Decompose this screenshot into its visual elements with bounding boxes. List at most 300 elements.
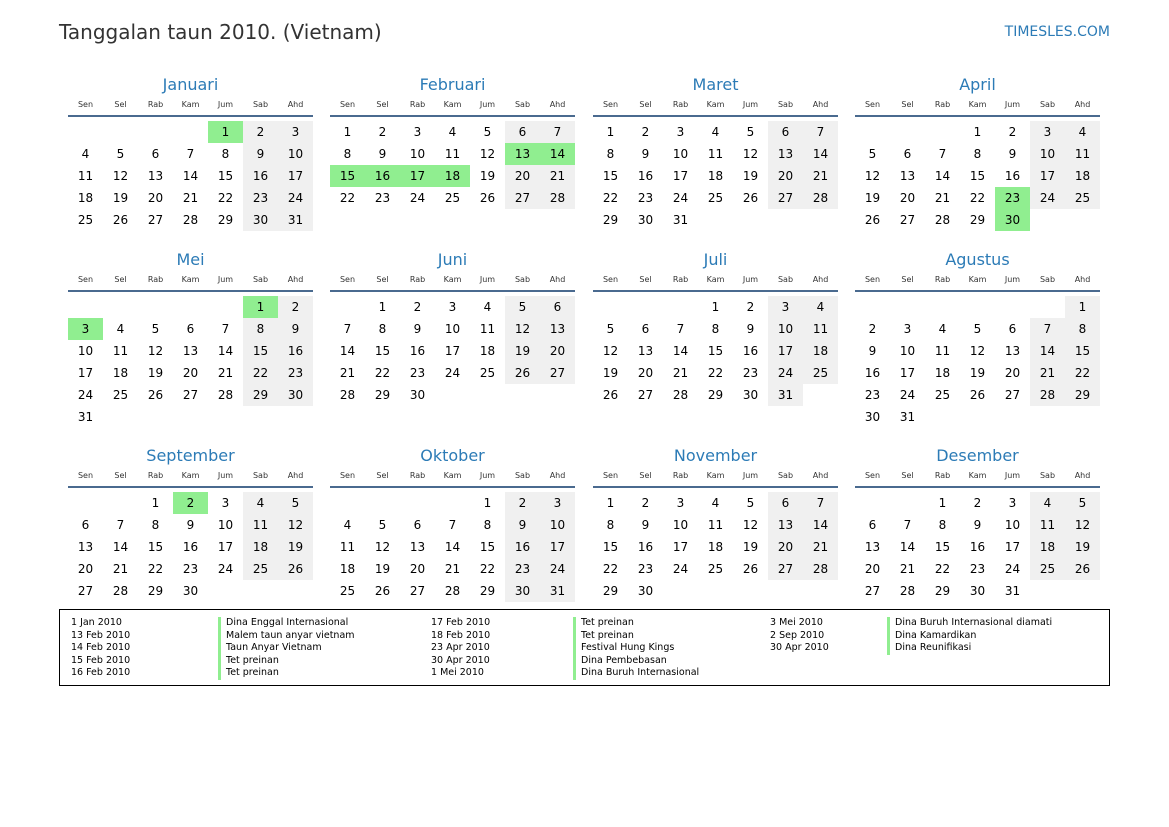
day: 13 [768, 514, 803, 536]
empty-day [138, 121, 173, 143]
day: 7 [540, 121, 575, 143]
day: 17 [444, 344, 461, 358]
day: 29 [479, 584, 496, 598]
day: 22 [1065, 362, 1100, 384]
weekday-header [593, 98, 838, 117]
day: 17 [1004, 540, 1021, 554]
weekday-name: Sab [514, 100, 531, 109]
day: 14 [934, 169, 951, 183]
day: 12 [969, 344, 986, 358]
day: 7 [676, 322, 685, 336]
weekday-name: Jum [479, 275, 496, 284]
day: 11 [707, 518, 724, 532]
day: 23 [278, 362, 313, 384]
holiday-day: 1 [208, 121, 243, 143]
weekday-name: Sel [901, 100, 914, 109]
day: 20 [1004, 366, 1021, 380]
site-link[interactable]: TIMESLES.COM [1004, 24, 1110, 40]
day: 2 [746, 300, 755, 314]
holiday-date: 1 Mei 2010 [431, 667, 484, 678]
day: 16 [182, 540, 199, 554]
weekday-name: Sab [252, 471, 269, 480]
day: 1 [606, 125, 615, 139]
day: 4 [803, 296, 838, 318]
holiday-date: 23 Apr 2010 [431, 642, 490, 653]
holiday-date: 14 Feb 2010 [71, 642, 131, 653]
day: 9 [505, 514, 540, 536]
day: 22 [217, 191, 234, 205]
day: 2 [973, 496, 982, 510]
day: 16 [969, 540, 986, 554]
day: 21 [217, 366, 234, 380]
day: 12 [374, 540, 391, 554]
day: 30 [637, 584, 654, 598]
holiday-day: 3 [68, 318, 103, 340]
weekday-name: Kam [968, 100, 987, 109]
day: 19 [112, 191, 129, 205]
empty-day [103, 492, 138, 514]
day: 25 [479, 366, 496, 380]
weekday-name: Sab [252, 100, 269, 109]
day: 25 [707, 191, 724, 205]
month-september [68, 443, 313, 602]
month-name: Januari [162, 75, 219, 94]
month-juni [330, 247, 575, 406]
weekday-name: Ahd [1074, 100, 1091, 109]
day: 26 [742, 562, 759, 576]
month-name: Juli [703, 250, 728, 269]
day: 14 [899, 540, 916, 554]
day: 24 [278, 187, 313, 209]
day: 14 [444, 540, 461, 554]
day: 27 [540, 362, 575, 384]
day: 15 [374, 344, 391, 358]
weekday-name: Ahd [287, 100, 304, 109]
holiday-day: 30 [995, 209, 1030, 231]
day: 20 [505, 165, 540, 187]
day: 1 [151, 496, 160, 510]
weekday-name: Rab [409, 275, 426, 284]
day: 9 [641, 147, 650, 161]
month-name: Maret [692, 75, 739, 94]
day: 14 [803, 514, 838, 536]
day: 28 [444, 584, 461, 598]
legend-names [573, 617, 699, 680]
month-agustus [855, 247, 1100, 428]
month-name: Agustus [945, 250, 1010, 269]
day: 20 [637, 366, 654, 380]
holiday-day: 18 [435, 165, 470, 187]
holiday-date: 2 Sep 2010 [770, 629, 825, 641]
day: 18 [1065, 165, 1100, 187]
day: 1 [938, 496, 947, 510]
holiday-name: Malem taun anyar vietnam [218, 630, 355, 643]
day: 22 [374, 366, 391, 380]
weekday-name: Rab [147, 100, 164, 109]
day: 28 [112, 584, 129, 598]
day: 22 [243, 362, 278, 384]
day: 21 [803, 536, 838, 558]
weekday-header [68, 273, 313, 292]
holiday-name: Tet preinan [573, 630, 699, 643]
weekday-name: Jum [479, 471, 496, 480]
day: 9 [378, 147, 387, 161]
day: 20 [899, 191, 916, 205]
day: 6 [903, 147, 912, 161]
day: 8 [606, 518, 615, 532]
day: 21 [1030, 362, 1065, 384]
day: 8 [1065, 318, 1100, 340]
month-november [593, 443, 838, 602]
day: 7 [803, 121, 838, 143]
day: 11 [1065, 143, 1100, 165]
day: 19 [1065, 536, 1100, 558]
month-name: Juni [437, 250, 468, 269]
day: 9 [413, 322, 422, 336]
day: 1 [1065, 296, 1100, 318]
day: 15 [969, 169, 986, 183]
empty-day [925, 296, 960, 318]
month-name: September [146, 446, 235, 465]
empty-day [925, 121, 960, 143]
day: 3 [676, 125, 685, 139]
day: 27 [637, 388, 654, 402]
day: 10 [217, 518, 234, 532]
empty-day [890, 492, 925, 514]
weekday-name: Sel [639, 471, 652, 480]
day: 15 [934, 540, 951, 554]
day: 11 [803, 318, 838, 340]
weekday-header [855, 98, 1100, 117]
legend-names [218, 617, 355, 680]
weekday-header [330, 469, 575, 488]
day: 29 [602, 213, 619, 227]
day: 1 [378, 300, 387, 314]
day: 24 [77, 388, 94, 402]
day: 5 [116, 147, 125, 161]
empty-day [855, 121, 890, 143]
weekday-header [855, 469, 1100, 488]
day: 14 [803, 143, 838, 165]
month-name: Februari [419, 75, 486, 94]
day: 4 [448, 125, 457, 139]
month-name: April [959, 75, 996, 94]
day: 11 [479, 322, 496, 336]
day: 24 [444, 366, 461, 380]
weekday-name: Kam [706, 471, 725, 480]
month-juli [593, 247, 838, 406]
day: 7 [448, 518, 457, 532]
holiday-day: 14 [540, 143, 575, 165]
day: 6 [413, 518, 422, 532]
day: 12 [864, 169, 881, 183]
weekday-name: Rab [672, 471, 689, 480]
day: 5 [746, 125, 755, 139]
weekday-name: Rab [672, 275, 689, 284]
day: 18 [479, 344, 496, 358]
holiday-date: 16 Feb 2010 [71, 667, 131, 678]
empty-day [960, 296, 995, 318]
weekday-name: Jum [1004, 100, 1021, 109]
day: 14 [672, 344, 689, 358]
day: 17 [672, 540, 689, 554]
holiday-date: 15 Feb 2010 [71, 654, 131, 666]
day: 8 [483, 518, 492, 532]
weekday-name: Jum [742, 275, 759, 284]
day: 30 [969, 584, 986, 598]
day: 19 [479, 169, 496, 183]
holiday-date: 17 Feb 2010 [431, 617, 491, 628]
weekday-name: Jum [217, 100, 234, 109]
day: 18 [77, 191, 94, 205]
day: 5 [746, 496, 755, 510]
day: 7 [1030, 318, 1065, 340]
day: 21 [540, 165, 575, 187]
day: 16 [864, 366, 881, 380]
day: 29 [243, 384, 278, 406]
day: 18 [243, 536, 278, 558]
day: 24 [217, 562, 234, 576]
day: 20 [182, 366, 199, 380]
day: 20 [540, 340, 575, 362]
empty-day [663, 296, 698, 318]
day: 21 [672, 366, 689, 380]
day-grid [68, 296, 313, 428]
day: 19 [602, 366, 619, 380]
legend-names [887, 617, 1052, 655]
empty-day [365, 492, 400, 514]
weekday-header [330, 98, 575, 117]
empty-day [1030, 296, 1065, 318]
page-title: Tanggalan taun 2010. (Vietnam) [59, 20, 382, 44]
day: 6 [186, 322, 195, 336]
day: 5 [505, 296, 540, 318]
empty-day [593, 296, 628, 318]
day: 3 [903, 322, 912, 336]
weekday-header [855, 273, 1100, 292]
day: 11 [1030, 514, 1065, 536]
weekday-name: Sab [777, 275, 794, 284]
day: 17 [1030, 165, 1065, 187]
month-april [855, 72, 1100, 231]
empty-day [138, 296, 173, 318]
day: 20 [409, 562, 426, 576]
day: 15 [479, 540, 496, 554]
weekday-name: Sel [639, 275, 652, 284]
day: 23 [969, 562, 986, 576]
empty-day [173, 296, 208, 318]
weekday-name: Sel [901, 275, 914, 284]
day: 31 [540, 580, 575, 602]
weekday-name: Sel [639, 100, 652, 109]
day: 7 [221, 322, 230, 336]
empty-day [330, 492, 365, 514]
empty-day [435, 492, 470, 514]
day: 21 [803, 165, 838, 187]
day: 27 [182, 388, 199, 402]
day: 21 [182, 191, 199, 205]
day: 26 [479, 191, 496, 205]
day: 22 [934, 562, 951, 576]
day: 2 [278, 296, 313, 318]
weekday-name: Rab [672, 100, 689, 109]
day: 18 [707, 540, 724, 554]
day: 25 [803, 362, 838, 384]
day: 12 [278, 514, 313, 536]
weekday-name: Jum [1004, 471, 1021, 480]
day: 26 [374, 584, 391, 598]
day: 25 [1065, 187, 1100, 209]
day: 13 [864, 540, 881, 554]
day: 27 [864, 584, 881, 598]
weekday-name: Ahd [812, 100, 829, 109]
day: 22 [147, 562, 164, 576]
day: 19 [864, 191, 881, 205]
holiday-day: 17 [400, 165, 435, 187]
day: 29 [374, 388, 391, 402]
day-grid [330, 296, 575, 406]
day: 3 [448, 300, 457, 314]
holiday-day: 13 [505, 143, 540, 165]
day: 12 [742, 147, 759, 161]
empty-day [68, 492, 103, 514]
day: 4 [81, 147, 90, 161]
day-grid [593, 492, 838, 602]
day: 9 [243, 143, 278, 165]
weekday-name: Sab [1039, 100, 1056, 109]
day: 24 [540, 558, 575, 580]
day: 5 [1065, 492, 1100, 514]
weekday-name: Rab [934, 100, 951, 109]
day: 24 [1004, 562, 1021, 576]
day: 8 [343, 147, 352, 161]
day: 29 [707, 388, 724, 402]
day: 24 [1030, 187, 1065, 209]
day: 24 [409, 191, 426, 205]
day: 27 [768, 558, 803, 580]
weekday-name: Sel [376, 100, 389, 109]
day: 13 [540, 318, 575, 340]
weekday-name: Kam [968, 275, 987, 284]
weekday-name: Sen [864, 275, 881, 284]
weekday-name: Sen [339, 100, 356, 109]
weekday-name: Kam [443, 471, 462, 480]
holiday-name: Dina Pembebasan [573, 655, 699, 668]
weekday-name: Jum [1004, 275, 1021, 284]
day: 25 [1030, 558, 1065, 580]
day-grid [68, 492, 313, 602]
holiday-date: 1 Jan 2010 [71, 617, 122, 628]
day: 30 [243, 209, 278, 231]
day: 24 [672, 562, 689, 576]
day: 22 [602, 562, 619, 576]
weekday-name: Sab [514, 471, 531, 480]
day: 8 [151, 518, 160, 532]
day: 30 [637, 213, 654, 227]
day: 14 [339, 344, 356, 358]
day: 27 [768, 187, 803, 209]
day: 30 [505, 580, 540, 602]
empty-day [330, 296, 365, 318]
day: 3 [278, 121, 313, 143]
day: 24 [899, 388, 916, 402]
empty-day [995, 296, 1030, 318]
day: 23 [637, 562, 654, 576]
day: 12 [505, 318, 540, 340]
empty-day [400, 492, 435, 514]
day: 5 [606, 322, 615, 336]
day: 20 [147, 191, 164, 205]
weekday-header [68, 98, 313, 117]
day: 28 [1030, 384, 1065, 406]
day: 26 [278, 558, 313, 580]
day: 29 [934, 584, 951, 598]
day-grid [593, 121, 838, 231]
day: 25 [77, 213, 94, 227]
day: 18 [934, 366, 951, 380]
day: 6 [768, 492, 803, 514]
weekday-name: Jum [742, 100, 759, 109]
day: 3 [413, 125, 422, 139]
day: 16 [1004, 169, 1021, 183]
weekday-name: Ahd [1074, 471, 1091, 480]
day: 9 [641, 518, 650, 532]
day: 5 [868, 147, 877, 161]
weekday-header [593, 469, 838, 488]
empty-day [68, 296, 103, 318]
day: 18 [339, 562, 356, 576]
day: 14 [217, 344, 234, 358]
day: 18 [803, 340, 838, 362]
day: 13 [182, 344, 199, 358]
day: 28 [540, 187, 575, 209]
day: 17 [540, 536, 575, 558]
holiday-name: Dina Reunifikasi [887, 642, 1052, 655]
day: 28 [934, 213, 951, 227]
day: 4 [243, 492, 278, 514]
day: 28 [339, 388, 356, 402]
day: 27 [1004, 388, 1021, 402]
weekday-name: Kam [181, 100, 200, 109]
weekday-name: Ahd [549, 471, 566, 480]
month-februari [330, 72, 575, 209]
weekday-name: Jum [479, 100, 496, 109]
day: 24 [672, 191, 689, 205]
day: 6 [540, 296, 575, 318]
weekday-name: Ahd [1074, 275, 1091, 284]
holiday-legend [59, 609, 1110, 686]
day: 3 [768, 296, 803, 318]
weekday-name: Sen [864, 100, 881, 109]
holiday-day: 16 [365, 165, 400, 187]
day: 11 [243, 514, 278, 536]
day: 4 [938, 322, 947, 336]
day: 26 [1065, 558, 1100, 580]
day: 15 [602, 540, 619, 554]
day: 27 [505, 187, 540, 209]
day: 25 [707, 562, 724, 576]
day: 3 [676, 496, 685, 510]
day-grid [593, 296, 838, 406]
holiday-name: Festival Hung Kings [573, 642, 699, 655]
day: 6 [505, 121, 540, 143]
day: 20 [768, 165, 803, 187]
day: 31 [899, 410, 916, 424]
day: 25 [934, 388, 951, 402]
day: 20 [77, 562, 94, 576]
day: 7 [186, 147, 195, 161]
weekday-name: Kam [181, 275, 200, 284]
